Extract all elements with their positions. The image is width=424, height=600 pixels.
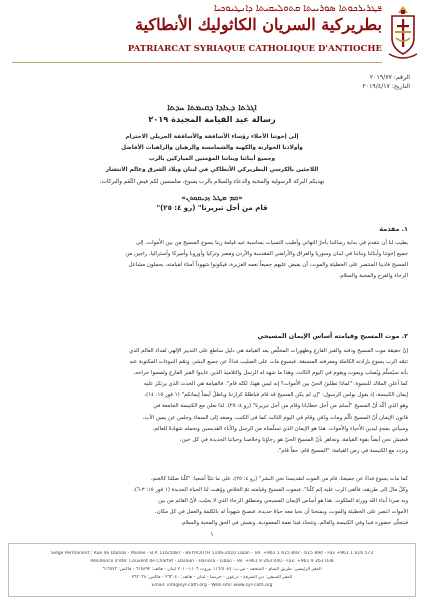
address-line: وأولادنا الخوارنة والكهنة والشمامسة والرهبان والراهبات الأفاضل: [121, 145, 303, 151]
footer-summer-residence-french: Résidence d'été: Couvent de Charfet - Daroun - Harissa - Liban - Tél. +961 9 263 040 - Fax: +961 9 263 038: [90, 559, 334, 564]
header-divider: [12, 62, 382, 63]
greeting: نهديكم البركة الرسولية والمحبة والدعاء والسلام بالرب يسوع، متلمسين لكم فيض النِّعَم والبركات:: [99, 179, 325, 185]
reference-number: الرقم: ٢٠١٩/٧٧: [369, 74, 410, 81]
section-title-faith-foundation: ٢. موت المسيح وقيامته أساس الإيمان المسيحي: [257, 332, 408, 340]
paragraph-line: فيتجلّى حضوره فينا وفي الكنيسة والعالم، وتتجدّد فينا نعمة المعمودية، ونعيش في الحق والمحبة والسلام.: [180, 520, 408, 527]
paragraph-line: وكلّ مالَ إلى طريقه، فألقى الرب عليه إثم كلّنا". فبموت المسيح وقيامته تمّ الخلاص ووُهبت لنا الحياة الجديدة (١ قور ١٥: ٣-٦)،: [133, 487, 408, 494]
arabic-verse: قام من أجل تبريرنا" (رو ٤: ٢٥)": [156, 204, 268, 212]
paragraph-line: قانون الإيمان أنّ المسيح تألّم ومات ودُفن وقام في اليوم الثالث كما في الكتب، وصعد إلى السماء وجلس عن يمين الآب،: [142, 414, 408, 421]
page-number: ١: [210, 531, 214, 538]
paragraph-line: فنعيش نحن أيضاً بقوة القيامة، ونجاهر بأنّ المسيح الحيّ هو رجاؤنا وخلاصنا وحياتنا الجديدة في كل حين،: [179, 436, 408, 443]
section-title-introduction: ١. مقدمة: [379, 225, 408, 233]
paragraph-introduction: [16, 238, 408, 282]
paragraph-line: وبه صرنا أبناء الله وورثة الملكوت. هذا هو أساس الإيمان المسيحي ومنطلق الرجاء الذي لا يخيّب، لأنّ القائم من بين: [158, 498, 408, 505]
paragraph-line: يطيب لنا أن نتقدم في بداية رسالتنا بأحرّ التهاني وأطيب التمنيات بمناسبة عيد قيامة ربنا يسوع المسيح من بين الأموات، إلى: [135, 240, 408, 246]
paragraph-line: إيمان الكنيسة، إذ يقول بولس الرسول: "إن لم يكن المسيح قد قام فباطلةٌ كرازتنا وباطلٌ أيضاً إيمانكم" (١ قور ١٥: ١٤)،: [144, 392, 408, 399]
footer-address-french: Siège Permanent : Rue de Damas - Musée - B.P. 116/5087 - BEYROUTH 1106-2010 Liban - Tél. +961 1 615 892 - 615 894 - Fax +961 1 616 573: [50, 551, 374, 556]
footer-summer-residence-arabic: المقر الصيفي: دير الشرفة - درعون - حريصا - لبنان - هاتف: ٢٦٣٠٤٠ - فاكس: ٢٦٣٠٣٨: [131, 575, 293, 580]
letter-title: رسالة عيد القيامة المجيدة ٢٠١٩: [148, 114, 276, 124]
paragraph-line: كما مات يسوع فداءً عن جميعنا، قام من الموت لتقديسنا نحن البشر" (رو ٤: ٢٥)، على ما تنبّأ أشعيا: "كلّنا ضللنا كالغنم،: [150, 476, 408, 482]
address-line: وجميع أبنائنا وبناتنا المؤمنين المباركين بالرب: [148, 156, 276, 162]
syriac-verse: «ܩܡ ܡܛܠ ܙܕܝܩܘܬܢ»: [181, 193, 243, 202]
paragraph-line: إنّ حقيقة موت المسيح ودفنه والقبر الفارغ وظهورات المخلّص بعد القيامة هي دليل ساطع على التدبير الإلهي لفداء العالم الذي: [129, 348, 408, 354]
header-french-title: PATRIARCAT SYRIAQUE CATHOLIQUE D'ANTIOCHE: [127, 44, 382, 54]
header-syriac-title: ܦܛܪܝܪܟܘܬܐ ܣܘܪܝܝܬܐ ܩܬܘܠܝܩܝܬܐ ܕܐܢܛܝܘܟܝܐ: [213, 3, 382, 14]
address-line: اللاجئين بالكرسي البطريركي الأنطاكي في لبنان وبلاد الشرق وعالم الانتشار: [105, 167, 319, 173]
paragraph-resurrection: [16, 474, 408, 529]
paragraph-faith-foundation: [16, 346, 408, 457]
paragraph-line: ونردد مع الكنيسة في زمن القيامة: "المسيح قام، حقاً قام".: [277, 447, 408, 454]
paragraph-line: المسيح فادينا المنتصر على الخطيئة والموت، أن يفيض عليهم جميعاً نعمه الغزيرة، فيكونوا شهوداً أمناء لقيامته، يحملون مشاعل: [128, 262, 408, 269]
paragraph-line: جميع إخوتنا وأبنائنا وبناتنا في لبنان وسوريا والعراق والأراضي المقدسة والأردن ومصر وتركيا وأوروبا وأميركا وأستراليا، راجين من: [125, 251, 408, 258]
paragraph-line: كما أعلن الملاك للنسوة: "لماذا تطلبنَ الحيّ بين الأموات؟ إنه ليس ههنا، لكنّه قام". فالقيامة هي الحدث الذي يرتكز عليه: [143, 381, 408, 388]
paragraph-line: وهو الذي أكّد أنّ المسيح "أُسلم من أجل خطايانا وقام من أجل تبريرنا" (رو ٤: ٢٥). لذا نعلن مع الكنيسة الجامعة في: [153, 403, 408, 410]
address-line: إلى إخوتنا الأجلاء رؤساء الأساقفة والأساقفة الجزيلي الاحترام: [125, 134, 299, 140]
coat-of-arms-icon: [388, 4, 418, 60]
paragraph-line: الأموات انتصر على الخطيئة والموت، ويمنحنا أن نحيا معه حياةً جديدة، فنصبح شهوداً له بالكلمة والعمل في كل مكان،: [155, 509, 408, 516]
footer-address-arabic: المقر الرئيسي: طريق الشام - المتحف - ص.ب. ١١٦/٥٠٨٧ بيروت ١١٠٦-٢٠١٠ لبنان - هاتف: ٦١٥٨٩٢ - فاكس: ٦١٦٥٧٣: [102, 567, 322, 572]
paragraph-line: وسيأتي بمجدٍ ليدين الأحياء والأموات. هذا هو الإيمان الذي تسلّمناه من الرسل والآباء القديسين ونحمله شهادةً للعالم،: [152, 425, 408, 432]
header-arabic-title: بطريركية السريان الكاثوليك الأنطاكية: [135, 15, 382, 34]
reference-date: التاريخ: ٢٠١٩/٤/١٧: [362, 83, 410, 90]
syriac-heading: ܐܓܪܬܐ ܕܥܐܕܐ ܕܩܝܡܬܐ ܚܕܬܐ: [167, 103, 257, 113]
paragraph-line: الرجاء والفرح والمحبة والسلام.: [338, 273, 408, 280]
paragraph-line: بأنه سيُسلَّم ويُصلب ويموت ويقوم في اليوم الثالث، وهذا ما شهد له الرسل والتلاميذ الذين عاينوا القبر الفارغ ولمسوا جراحه،: [133, 370, 408, 377]
footer-contact: Email: info@syr-cath.org - Web site: www.syr-cath.org: [151, 583, 273, 588]
paragraph-line: تتمّه الرب يسوع بإرادته الكاملة ومعرفته المسبقة. فيسوع مات على الصليب فداءً عن جميع البشر، وتمّم النبوءات المكتوبة عنه: [129, 359, 408, 366]
